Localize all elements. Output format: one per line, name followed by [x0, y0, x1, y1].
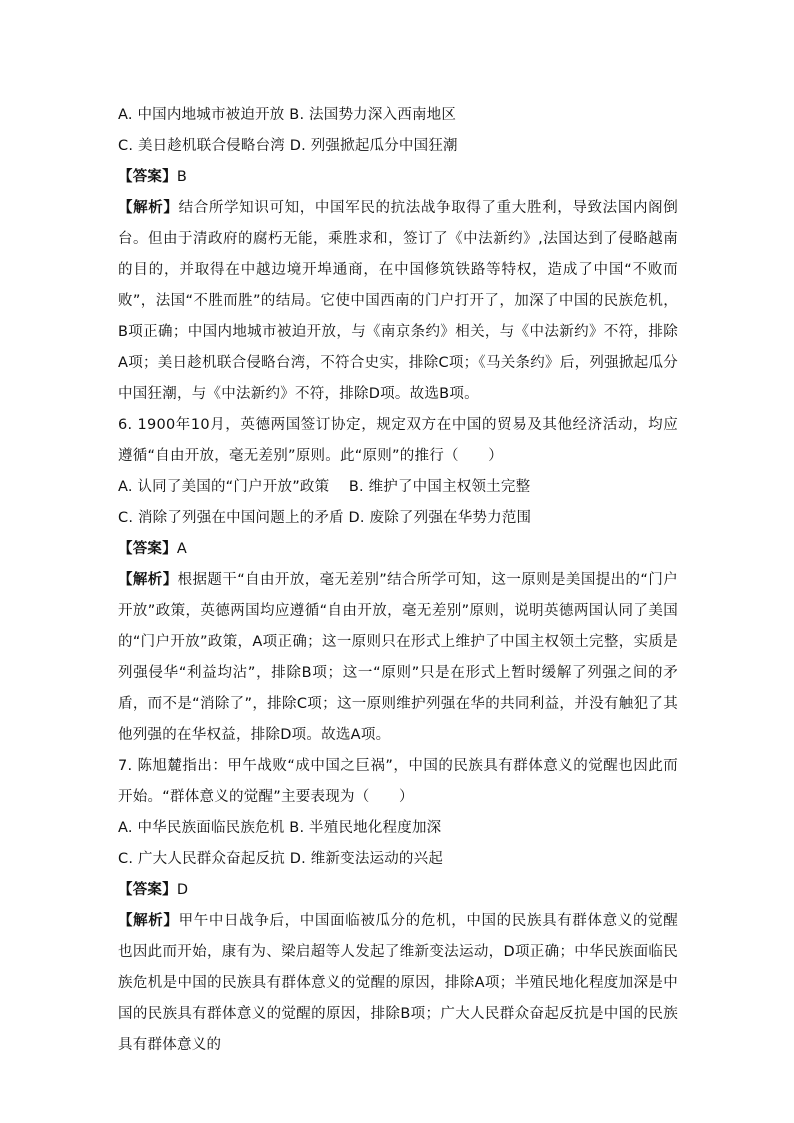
answer-tag: 【答案】: [118, 882, 177, 898]
answer-value: A: [176, 541, 187, 557]
analysis-tag: 【解析】: [118, 572, 178, 588]
q5-options-cd: C. 美日趁机联合侵略台湾 D. 列强掀起瓜分中国狂潮: [118, 138, 458, 154]
q5-answer: [118, 162, 678, 193]
q7-options-ab: A. 中华民族面临民族危机 B. 半殖民地化程度加深: [118, 820, 442, 836]
analysis-text: 结合所学知识可知，中国军民的抗法战争取得了重大胜利，导致法国内阁倒台。但由于清政府的腐朽无能，乘胜求和，签订了《中法新约》,法国达到了侵略越南的目的，并取得在中越边境开埠通商，在中国修筑铁路等特权，造成了中国“不败而败”，法国“不胜而胜”的结局。它使中国西南的门户打开了，加深了中国的民族危机，B项正确；中国内地城市被迫开放，与《南京条约》相关，与《中法新约》不符，排除A项；美日趁机联合侵略台湾，不符合史实，排除C项；《马关条约》后，列强掀起瓜分中国狂潮，与《中法新约》不符，排除D项。故选B项。: [118, 200, 679, 402]
q7-analysis: [118, 906, 678, 1061]
q6-analysis: [118, 565, 678, 751]
analysis-tag: 【解析】: [118, 200, 179, 216]
q6-options-cd: C. 消除了列强在中国问题上的矛盾 D. 废除了列强在华势力范围: [118, 510, 532, 526]
answer-value: D: [176, 882, 189, 898]
q7-stem: 7. 陈旭麓指出：甲午战败“成中国之巨祸”，中国的民族具有群体意义的觉醒也因此而开始。“群体意义的觉醒”主要表现为（ ）: [118, 758, 678, 805]
q6-options-ab: A. 认同了美国的“门户开放”政策 B. 维护了中国主权领土完整: [118, 479, 531, 495]
analysis-text: 根据题干“自由开放，毫无差别”结合所学可知，这一原则是美国提出的“门户开放”政策，英德两国均应遵循“自由开放，毫无差别”原则，说明英德两国认同了美国的“门户开放”政策，A项正确；这一原则只在形式上维护了中国主权领土完整，实质是列强侵华“利益均沾”，排除B项；这一“原则”只是在形式上暂时缓解了列强之间的矛盾，而不是“消除了”，排除C项；这一原则维护列强在华的共同利益，并没有触犯了其他列强的在华权益，排除D项。故选A项。: [118, 572, 678, 743]
analysis-text: 甲午中日战争后，中国面临被瓜分的危机，中国的民族具有群体意义的觉醒也因此而开始，康有为、梁启超等人发起了维新变法运动，D项正确；中华民族面临民族危机是中国的民族具有群体意义的觉醒的原因，排除A项；半殖民地化程度加深是中国的民族具有群体意义的觉醒的原因，排除B项；广大人民群众奋起反抗是中国的民族具有群体意义的: [118, 913, 679, 1053]
answer-tag: 【答案】: [118, 169, 177, 185]
q6-answer: [118, 534, 678, 565]
q7-options-cd: C. 广大人民群众奋起反抗 D. 维新变法运动的兴起: [118, 851, 444, 867]
analysis-tag: 【解析】: [118, 913, 179, 929]
answer-tag: 【答案】: [118, 541, 177, 557]
q5-analysis: [118, 193, 678, 410]
q6-stem: 6. 1900年10月，英德两国签订协定，规定双方在中国的贸易及其他经济活动，均应遵循“自由开放，毫无差别”原则。此“原则”的推行（ ）: [118, 417, 678, 464]
document-content: [118, 100, 678, 1061]
q7-answer: [118, 875, 678, 906]
answer-value: B: [176, 169, 187, 185]
q5-options-ab: A. 中国内地城市被迫开放 B. 法国势力深入西南地区: [118, 107, 457, 123]
